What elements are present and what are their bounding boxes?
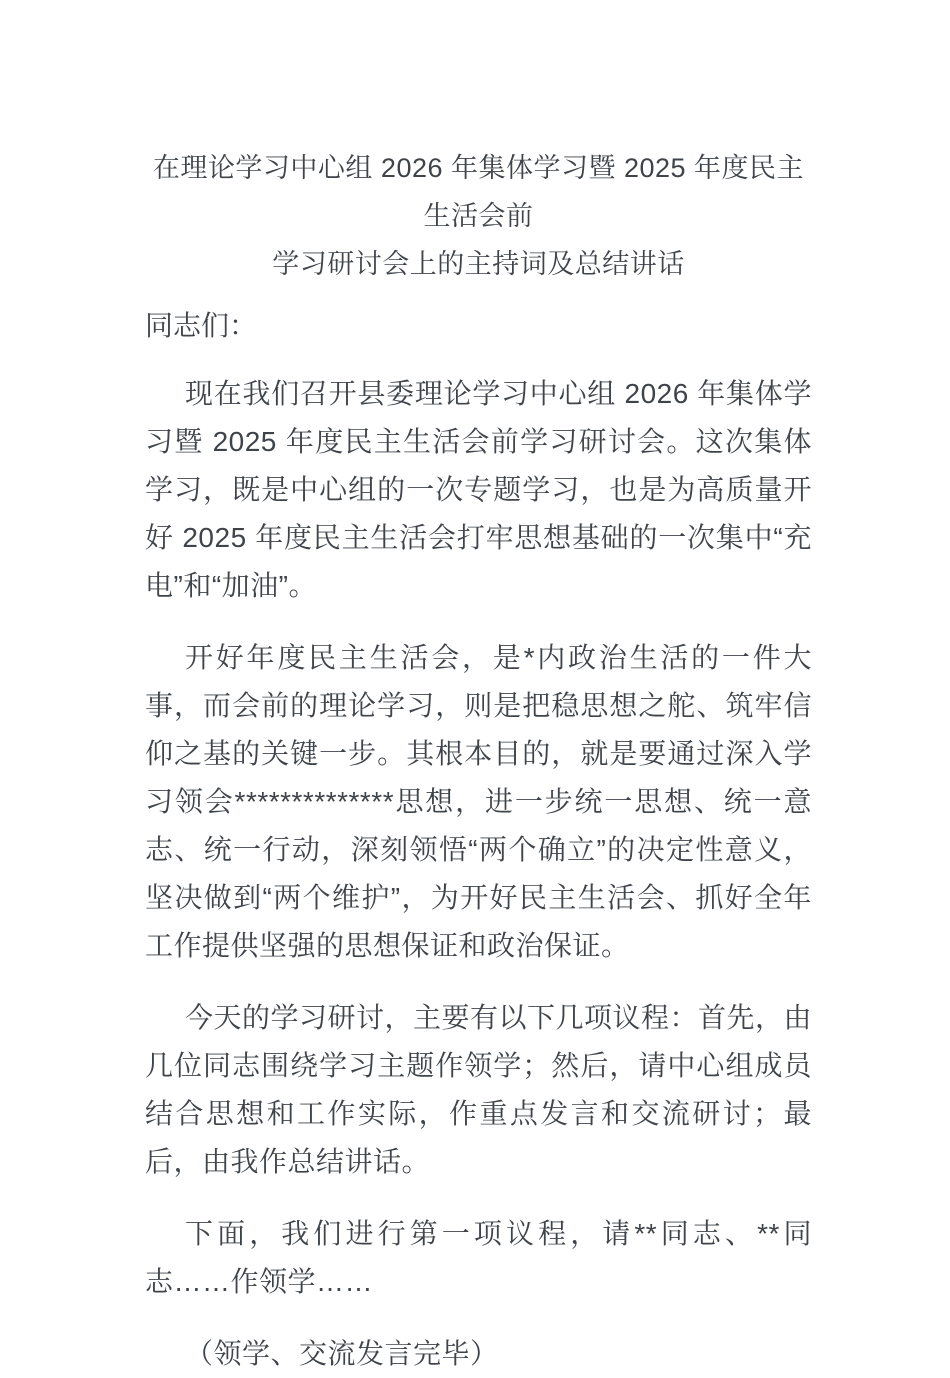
paragraph-significance: 开好年度民主生活会，是*内政治生活的一件大事，而会前的理论学习，则是把稳思想之舵、筑牢信仰之基的关键一步。其根本目的，就是要通过深入学习领会**************思想，进一步统一思想、统一意志、统一行动，深刻领悟“两个确立”的决定性意义，坚决做到“两个维护”，为开好民主生活会、抓好全年工作提供坚强的思想保证和政治保证。 — [145, 642, 812, 961]
paragraph-opening: 现在我们召开县委理论学习中心组 2026 年集体学习暨 2025 年度民主生活会前学习研讨会。这次集体学习，既是中心组的一次专题学习，也是为高质量开好 2025 年度民主生活会打牢思想基础的一次集中“充电”和“加油”。 — [145, 378, 812, 601]
document-title-line-1: 在理论学习中心组 2026 年集体学习暨 2025 年度民主生活会前 — [152, 153, 805, 231]
document-title-line-2: 学习研讨会上的主持词及总结讲话 — [272, 249, 685, 279]
paragraph-first-item: 下面，我们进行第一项议程，请**同志、**同志……作领学…… — [145, 1218, 812, 1297]
salutation: 同志们： — [145, 310, 258, 341]
document-title — [145, 144, 812, 288]
paragraph-agenda: 今天的学习研讨，主要有以下几项议程：首先，由几位同志围绕学习主题作领学；然后，请中心组成员结合思想和工作实际，作重点发言和交流研讨；最后，由我作总结讲话。 — [145, 1002, 813, 1177]
paragraph-stage-note: （领学、交流发言完毕） — [185, 1338, 499, 1369]
